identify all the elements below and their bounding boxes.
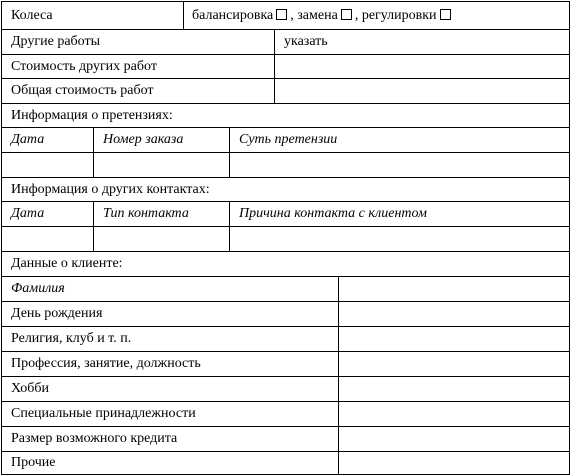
client-special-value[interactable] [338,402,569,426]
claims-col-date: Дата [11,132,45,147]
other-works-value[interactable]: указать [274,30,569,54]
checkbox-balancing[interactable] [276,9,287,20]
claims-col-essence: Суть претензии [229,128,569,152]
client-birthday-label: День рождения [11,306,103,321]
wheels-label: Колеса [11,7,53,23]
client-surname-label: Фамилия [11,281,65,296]
client-field-row [2,452,569,474]
claims-essence-field[interactable] [229,153,569,177]
total-cost-row [2,79,569,104]
claims-header-row [2,128,569,153]
client-profession-value[interactable] [338,352,569,376]
client-surname-value[interactable] [338,277,569,301]
claims-entry-row [2,153,569,178]
client-field-row [2,352,569,377]
contacts-header-row [2,202,569,227]
claims-heading-row [2,104,569,128]
claims-heading: Информация о претензиях: [11,107,173,123]
wheels-options [183,2,569,29]
contacts-entry-row [2,227,569,252]
client-credit-value[interactable] [338,427,569,451]
client-field-row [2,302,569,327]
claims-order-field[interactable] [93,153,229,177]
other-works-label: Другие работы [11,34,100,49]
client-birthday-value[interactable] [338,302,569,326]
option-adjustment-label: , регулировки [354,7,437,23]
claims-col-order: Номер заказа [93,128,229,152]
client-religion-label: Религия, клуб и т. п. [11,331,132,346]
other-cost-label: Стоимость других работ [11,58,157,74]
other-works-row [2,30,569,55]
contacts-reason-field[interactable] [229,227,569,251]
checkbox-adjustment[interactable] [440,9,451,20]
client-heading: Данные о клиенте: [11,256,123,271]
total-cost-label: Общая стоимость работ [11,83,154,98]
client-special-label: Специальные принадлежности [11,406,196,421]
client-other-label: Прочие [11,455,56,470]
total-cost-value[interactable] [274,79,569,103]
contacts-heading-row [2,178,569,202]
contacts-col-reason: Причина контакта с клиентом [229,202,569,226]
contacts-col-date: Дата [11,206,45,221]
client-profession-label: Профессия, занятие, должность [11,356,201,371]
other-cost-value[interactable] [274,55,569,78]
other-cost-row [2,55,569,79]
client-credit-label: Размер возможного кредита [11,431,178,446]
client-field-row [2,427,569,452]
wheels-row [2,2,569,30]
option-balancing-label: балансировка [192,7,274,23]
client-hobby-label: Хобби [11,381,49,396]
client-field-row [2,402,569,427]
contacts-heading: Информация о других контактах: [11,181,210,197]
contacts-type-field[interactable] [93,227,229,251]
claims-date-field[interactable] [2,153,93,177]
contacts-col-type: Тип контакта [93,202,229,226]
option-replacement-label: , замена [290,7,338,23]
checkbox-replacement[interactable] [341,9,352,20]
client-hobby-value[interactable] [338,377,569,401]
client-heading-row [2,252,569,277]
client-field-row [2,327,569,352]
client-field-row [2,377,569,402]
client-other-value[interactable] [338,452,569,474]
client-field-row [2,277,569,302]
client-religion-value[interactable] [338,327,569,351]
client-form [1,1,570,475]
contacts-date-field[interactable] [2,227,93,251]
